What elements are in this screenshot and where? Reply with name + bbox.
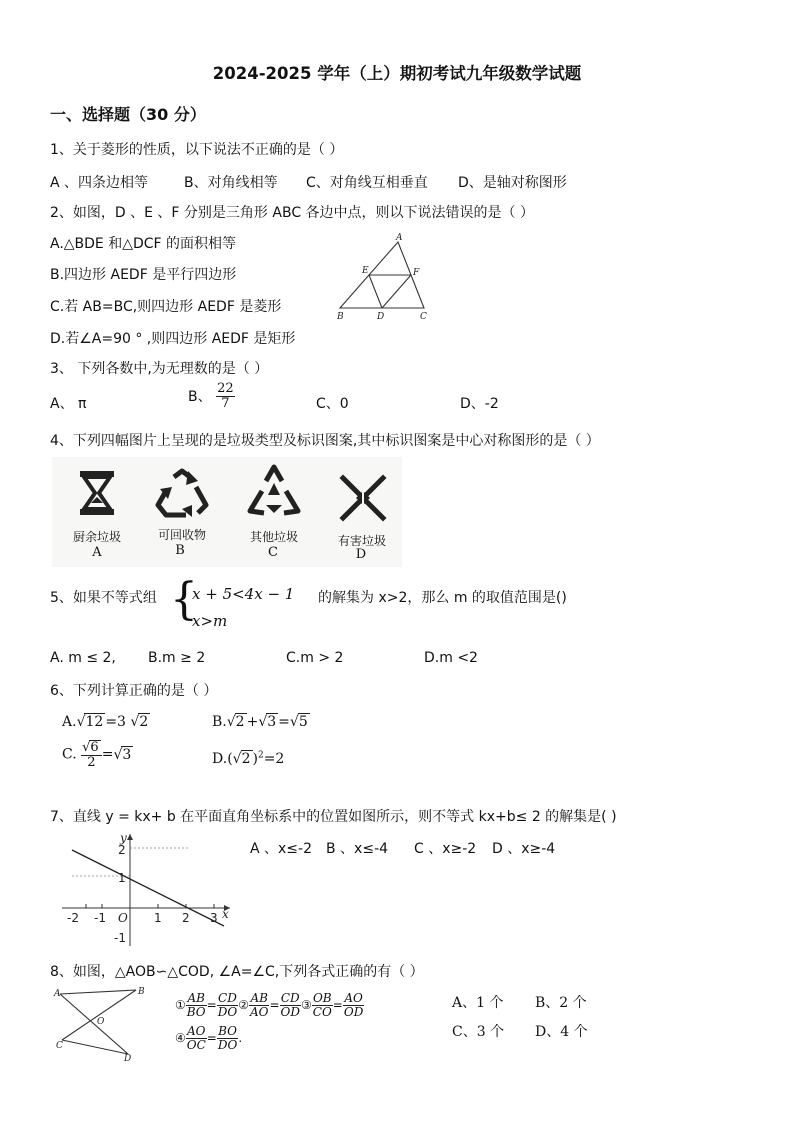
denominator: DO xyxy=(217,1004,238,1019)
fraction xyxy=(280,992,301,1018)
numerator: AB xyxy=(187,991,205,1005)
radicand: 6 xyxy=(90,740,99,755)
question-3-stem: 3、 下列各数中,为无理数的是（ ） xyxy=(50,361,269,377)
hazardous-x-icon[interactable] xyxy=(338,473,388,523)
question-5-suffix: 的解集为 x>2，那么 m 的取值范围是() xyxy=(318,590,567,606)
x-tick-label: 3 xyxy=(210,911,218,925)
q5-option-b[interactable]: B.m ≥ 2 xyxy=(148,650,206,666)
inequality-line-1: x + 5<4x − 1 xyxy=(192,585,295,603)
q2-option-c[interactable]: C.若 AB=BC,则四边形 AEDF 是菱形 xyxy=(50,299,282,315)
q5-option-a[interactable]: A. m ≤ 2, xyxy=(50,650,116,666)
other-waste-icon[interactable] xyxy=(246,463,302,521)
equals-sign: = xyxy=(278,714,290,730)
numerator: CD xyxy=(280,991,300,1005)
radicand: 2 xyxy=(235,714,245,730)
x-tick-label: 2 xyxy=(182,911,190,925)
radicand: 5 xyxy=(298,714,308,730)
label-d: D xyxy=(377,312,385,322)
triangle-abc-figure xyxy=(330,230,440,322)
icon-caption-a: 厨余垃圾 xyxy=(72,530,121,544)
denominator: OD xyxy=(343,1004,364,1019)
label-f: F xyxy=(413,268,420,278)
icon-caption-d: 有害垃圾 xyxy=(337,534,386,548)
x-tick-label: -1 xyxy=(94,911,106,925)
q5-option-d[interactable]: D.m <2 xyxy=(424,650,478,666)
q6-option-c[interactable]: C. $\frac{√6}{2}$ =√3 xyxy=(62,740,132,770)
label-e: E xyxy=(362,266,369,276)
q6-d-label: D. xyxy=(212,751,228,767)
q2-option-a[interactable]: A.△BDE 和△DCF 的面积相等 xyxy=(50,236,237,252)
equals-sign: = xyxy=(101,746,114,763)
circled-1: ① xyxy=(175,998,186,1013)
numerator: BO xyxy=(218,1024,238,1038)
ratio-statements-row-2: ④ $\frac{AO}{OC}$ = $\frac{BO}{DO}$ . xyxy=(175,1024,243,1052)
label-o: O xyxy=(97,1017,105,1027)
fraction xyxy=(186,992,207,1018)
fraction xyxy=(343,992,364,1018)
hourglass-icon[interactable] xyxy=(77,469,117,517)
q2-option-b[interactable]: B.四边形 AEDF 是平行四边形 xyxy=(50,267,237,283)
y-tick-label: 2 xyxy=(118,843,126,857)
fraction xyxy=(249,992,270,1018)
question-5-prefix: 5、如果不等式组 xyxy=(50,590,157,606)
section-heading: 一、选择题（30 分） xyxy=(50,105,206,124)
q6-option-a[interactable]: A.√12 =3 √2 xyxy=(62,714,149,730)
circled-4: ④ xyxy=(175,1031,186,1046)
question-7-stem: 7、直线 y = kx+ b 在平面直角坐标系中的位置如图所示，则不等式 kx+b≤ 2 的解集是( ) xyxy=(50,809,617,825)
q7-option-c[interactable]: C 、x≥-2 xyxy=(414,841,477,857)
circled-3: ③ xyxy=(301,998,312,1013)
q8-option-a[interactable]: A、1 个 xyxy=(452,995,504,1011)
denominator: DO xyxy=(217,1037,238,1052)
denominator: BO xyxy=(186,1004,206,1019)
q3-option-d[interactable]: D、-2 xyxy=(460,396,499,412)
numerator: CD xyxy=(218,991,237,1005)
plus-sign: + xyxy=(246,714,259,730)
q6-option-d[interactable]: D.(√2 )$^2$=2 xyxy=(212,750,285,767)
fraction-22-7 xyxy=(216,382,235,410)
y-axis-label: y xyxy=(120,831,127,845)
q7-option-a[interactable]: A 、x≤-2 xyxy=(250,841,313,857)
icon-caption-c: 其他垃圾 xyxy=(249,530,298,544)
question-2-stem: 2、如图，D 、E 、F 分别是三角形 ABC 各边中点，则以下说法错误的是（ ） xyxy=(50,205,534,221)
icon-letter-c: C xyxy=(268,545,278,560)
circled-2: ② xyxy=(238,998,249,1013)
paren-close: ) xyxy=(252,751,258,767)
label-a: A xyxy=(54,989,61,999)
q1-option-d[interactable]: D、是轴对称图形 xyxy=(458,175,567,191)
x-tick-label: -2 xyxy=(67,911,79,925)
similar-triangles-figure xyxy=(52,986,152,1062)
question-1-stem: 1、关于菱形的性质，以下说法不正确的是（ ） xyxy=(50,142,344,158)
numerator: OB xyxy=(312,991,332,1005)
denominator: OC xyxy=(186,1037,206,1052)
q1-option-b[interactable]: B、对角线相等 xyxy=(184,175,278,191)
page-title: 2024-2025 学年（上）期初考试九年级数学试题 xyxy=(212,64,582,83)
denominator: AO xyxy=(249,1004,269,1019)
icon-letter-b: B xyxy=(175,543,185,558)
radicand: 3 xyxy=(267,714,277,730)
fraction xyxy=(186,1025,207,1051)
question-8-stem: 8、如图，△AOB∽△COD, ∠A=∠C,下列各式正确的有（ ） xyxy=(50,964,424,980)
icon-letter-a: A xyxy=(92,545,102,560)
q6-a-mid: =3 xyxy=(105,714,126,730)
q6-c-label: C. xyxy=(62,746,77,763)
question-6-stem: 6、下列计算正确的是（ ） xyxy=(50,683,218,699)
q3-option-a[interactable]: A、 π xyxy=(50,396,87,412)
q7-option-b[interactable]: B 、x≤-4 xyxy=(326,841,389,857)
q3-option-c[interactable]: C、0 xyxy=(316,396,349,412)
y-tick-label: -1 xyxy=(114,931,126,945)
origin-label: O xyxy=(118,911,128,925)
exponent: 2 xyxy=(257,750,264,761)
fraction xyxy=(217,1025,238,1051)
fraction-sqrt6-2 xyxy=(81,740,102,769)
numerator: AB xyxy=(250,991,268,1005)
fraction-denominator: 2 xyxy=(87,754,96,770)
label-c: C xyxy=(56,1041,63,1051)
label-d: D xyxy=(124,1054,132,1062)
label-a: A xyxy=(396,233,403,243)
fraction xyxy=(312,992,333,1018)
question-4-stem: 4、下列四幅图片上呈现的是垃圾类型及标识图案,其中标识图案是中心对称图形的是（ ） xyxy=(50,433,600,449)
q7-option-d[interactable]: D 、x≥-4 xyxy=(492,841,556,857)
recycle-icon[interactable] xyxy=(152,467,212,521)
denominator: CO xyxy=(312,1004,332,1019)
numerator: AO xyxy=(187,1024,206,1038)
q8-option-d[interactable]: D、4 个 xyxy=(535,1024,588,1040)
q8-option-c[interactable]: C、3 个 xyxy=(452,1024,505,1040)
system-brace: { xyxy=(170,574,198,625)
q1-option-c[interactable]: C、对角线互相垂直 xyxy=(306,175,428,191)
inequality-line-2: x>m xyxy=(192,612,228,630)
denominator: OD xyxy=(280,1004,300,1019)
icon-caption-b: 可回收物 xyxy=(157,528,206,542)
fraction-numerator: 22 xyxy=(217,381,234,396)
label-b: B xyxy=(337,312,344,322)
q5-option-c[interactable]: C.m > 2 xyxy=(286,650,344,666)
icon-letter-d: D xyxy=(355,547,367,562)
ratio-statements-row-1: ① $\frac{AB}{BO}$ = $\frac{CD}{DO}$ ② $\frac{AB}{AO}$ = $\frac{CD}{OD}$ ③ $\frac{OB}{CO}$ = $\frac{AO}{OD}$ xyxy=(175,991,364,1019)
fraction xyxy=(217,992,238,1018)
q6-a-label: A. xyxy=(62,714,77,730)
q3-option-b[interactable] xyxy=(188,382,235,410)
radicand: 12 xyxy=(85,714,104,730)
q8-option-b[interactable]: B、2 个 xyxy=(535,995,587,1011)
coordinate-graph xyxy=(58,830,238,948)
numerator: AO xyxy=(344,991,363,1005)
equals-result: =2 xyxy=(263,751,285,767)
radicand: 3 xyxy=(122,747,132,764)
q6-b-label: B. xyxy=(212,714,227,730)
label-b: B xyxy=(138,987,145,997)
radicand: 2 xyxy=(139,714,149,730)
x-tick-label: 1 xyxy=(154,911,162,925)
q6-option-b[interactable]: B.√2 +√3 =√5 xyxy=(212,714,308,730)
q3-b-prefix: B、 xyxy=(188,389,212,406)
x-axis-label: x xyxy=(222,907,229,921)
q2-option-d[interactable]: D.若∠A=90 ° ,则四边形 AEDF 是矩形 xyxy=(50,331,296,347)
y-tick-label: 1 xyxy=(118,871,126,885)
fraction-denominator: 7 xyxy=(221,395,230,411)
q1-option-a[interactable]: A 、四条边相等 xyxy=(50,175,149,191)
garbage-icons-panel xyxy=(52,457,402,567)
label-c: C xyxy=(420,312,427,322)
paren-open: ( xyxy=(227,751,233,767)
radicand: 2 xyxy=(241,751,251,767)
fraction-numerator: √6 xyxy=(81,740,102,756)
